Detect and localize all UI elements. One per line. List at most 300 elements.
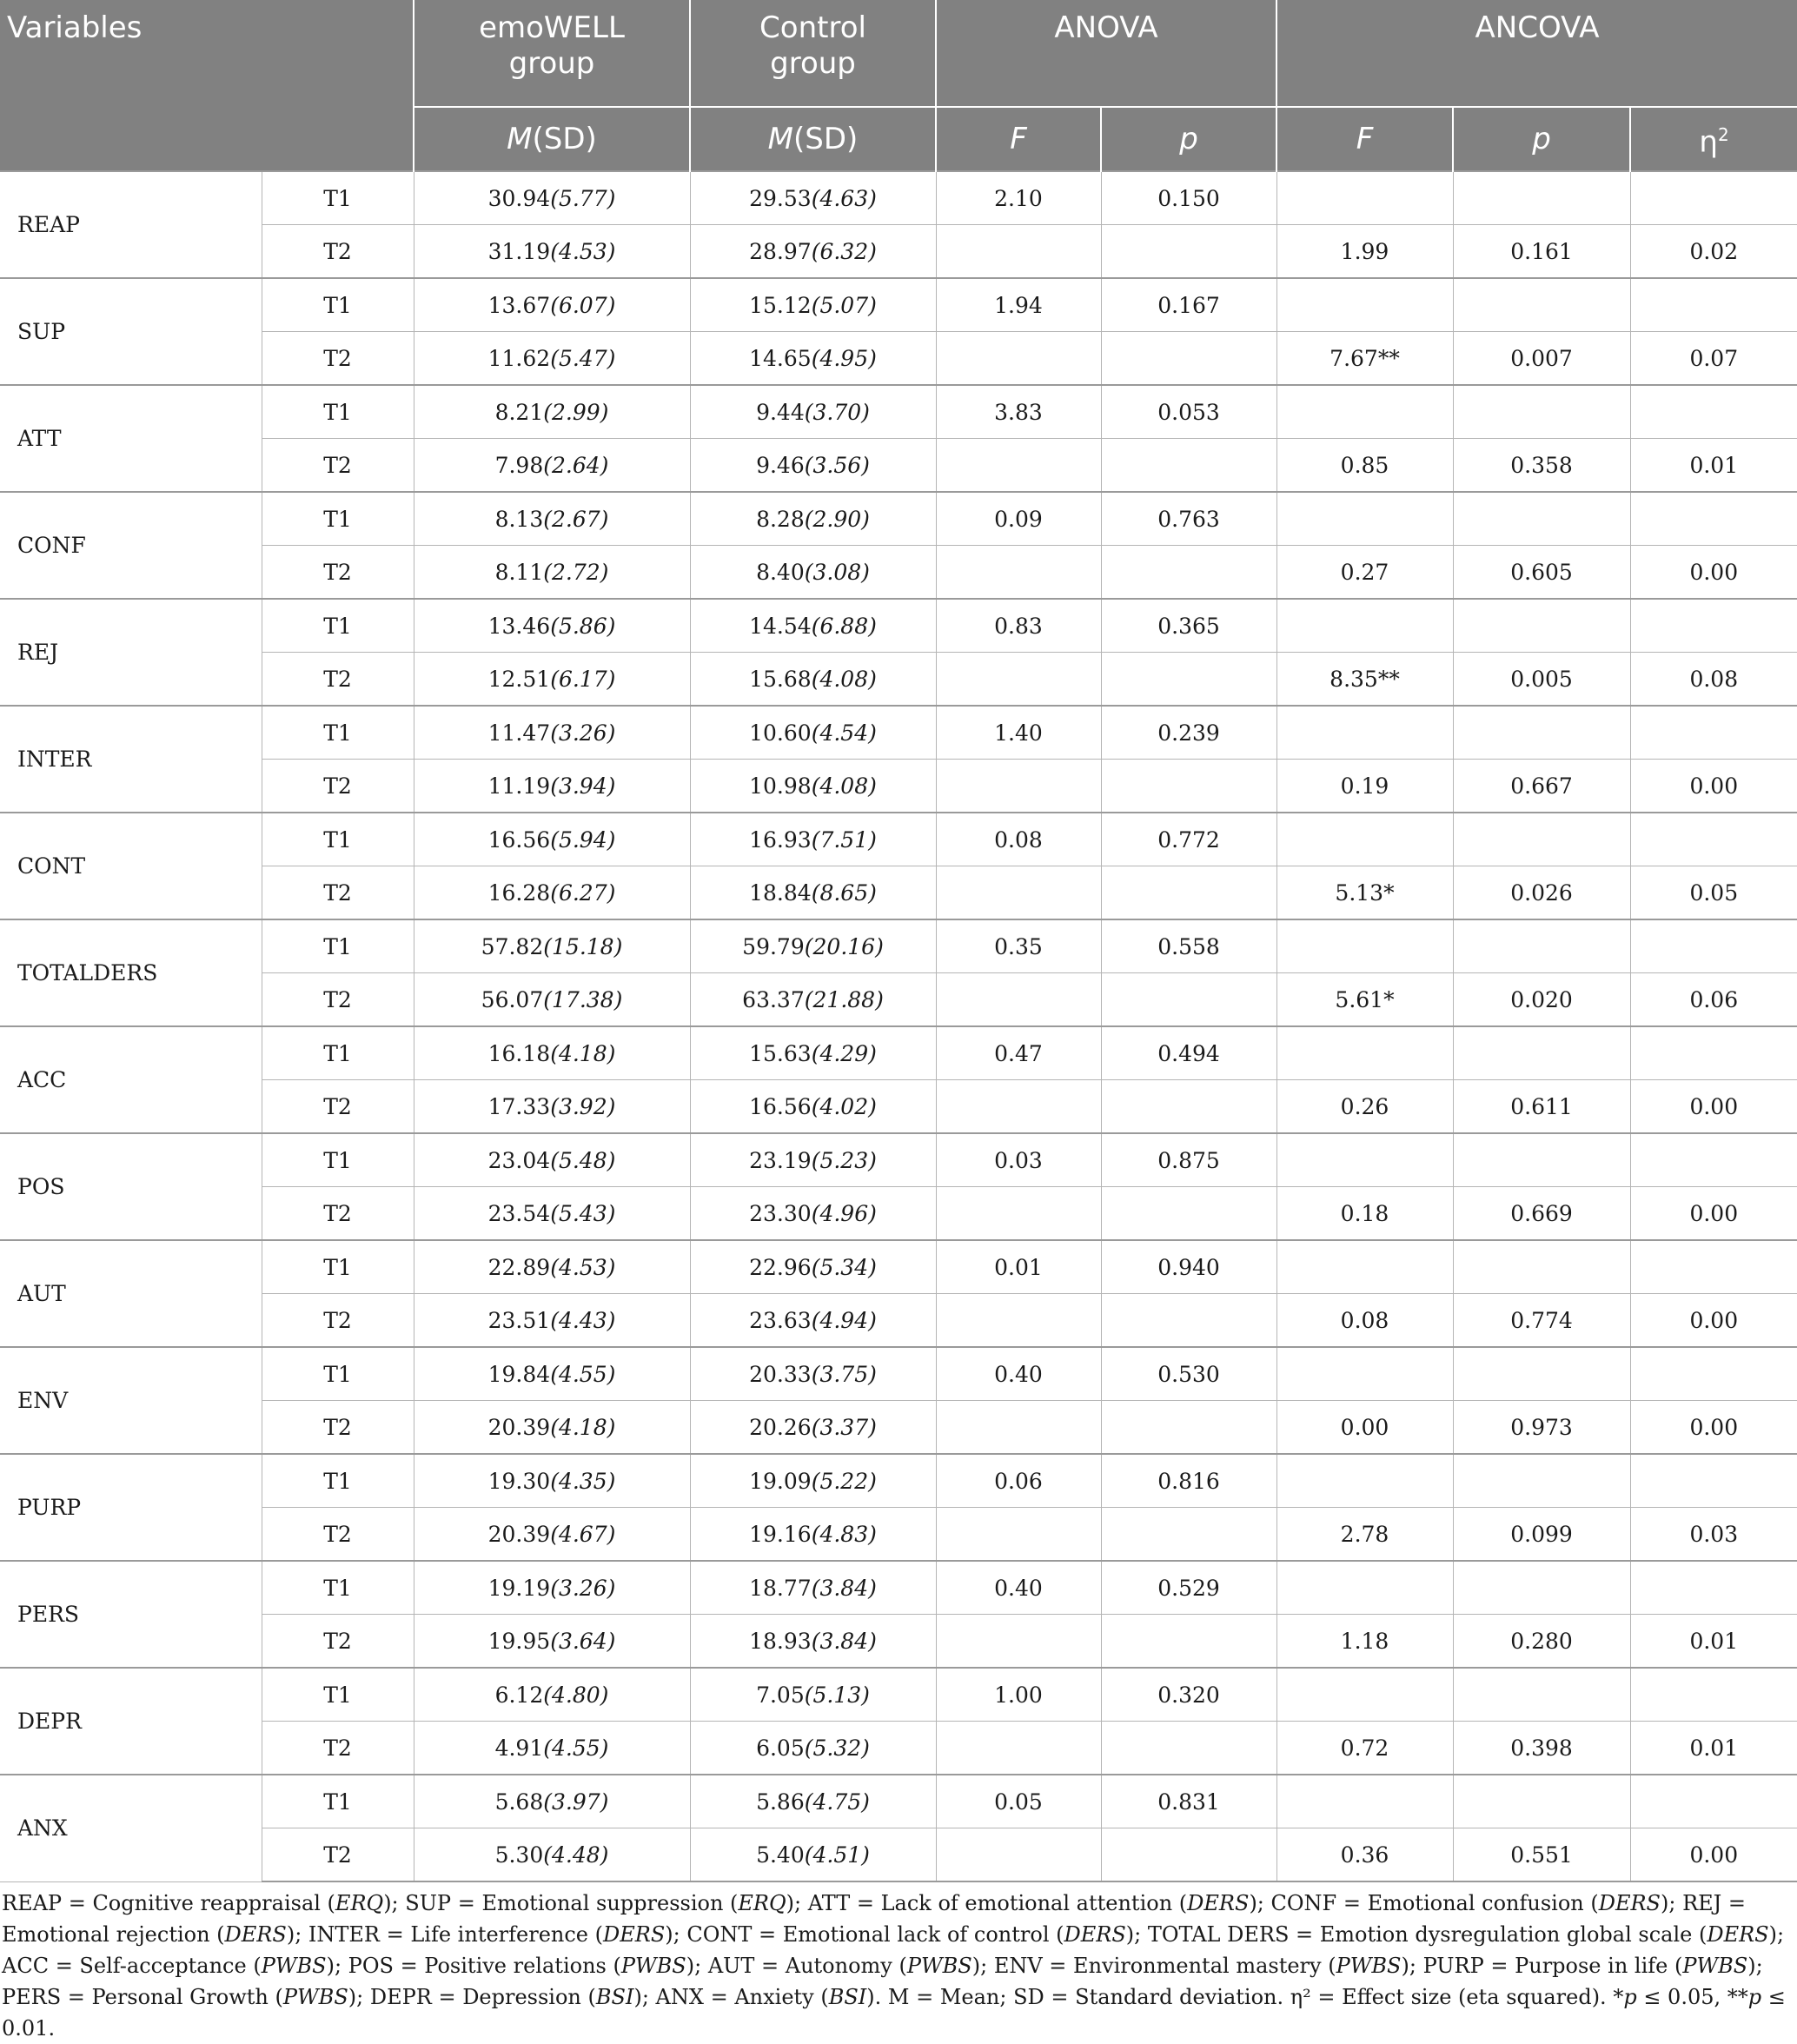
sd-value: (2.72)	[543, 559, 609, 585]
anova-f	[936, 1401, 1101, 1455]
table-row	[0, 1294, 1797, 1348]
sd-value: (3.26)	[550, 720, 616, 746]
emowell-msd	[414, 866, 690, 920]
control-msd	[690, 225, 936, 279]
sd-value: (5.94)	[550, 826, 616, 853]
control-msd	[690, 1508, 936, 1562]
sd-value: (3.70)	[804, 399, 870, 425]
sd-value: (4.80)	[543, 1682, 609, 1708]
sd-value: (4.54)	[811, 720, 877, 746]
ancova-f: 2.78	[1276, 1508, 1453, 1562]
sd-value: (2.67)	[543, 506, 609, 532]
anova-f: 0.83	[936, 599, 1101, 653]
mean-value: 16.56	[487, 826, 551, 853]
header-m: M	[507, 121, 533, 156]
control-msd	[690, 919, 936, 973]
header-anova: ANOVA	[936, 0, 1276, 107]
sd-value: (4.67)	[550, 1521, 616, 1547]
ancova-f: 0.19	[1276, 760, 1453, 813]
control-msd	[690, 1347, 936, 1401]
table-row	[0, 1133, 1797, 1187]
sd-value: (7.51)	[811, 826, 877, 853]
ancova-f	[1276, 492, 1453, 546]
footnote-segment: ); AUT = Autonomy (	[686, 1954, 907, 1978]
anova-p	[1101, 1722, 1276, 1775]
eta-squared: 0.00	[1630, 1294, 1797, 1348]
control-msd	[690, 1187, 936, 1241]
eta-squared	[1630, 385, 1797, 439]
mean-value: 14.65	[749, 345, 812, 371]
control-msd	[690, 439, 936, 493]
emowell-msd	[414, 813, 690, 866]
anova-p	[1101, 973, 1276, 1027]
ancova-f: 8.35**	[1276, 653, 1453, 707]
ancova-f: 5.13*	[1276, 866, 1453, 920]
sd-value: (5.43)	[550, 1200, 616, 1226]
footnote-segment: ); INTER = Life interference (	[286, 1922, 603, 1947]
sd-value: (5.23)	[811, 1147, 877, 1173]
control-msd	[690, 706, 936, 760]
ancova-f: 0.36	[1276, 1828, 1453, 1882]
sd-value: (17.38)	[543, 986, 623, 1012]
control-msd	[690, 1240, 936, 1294]
sd-value: (3.08)	[804, 559, 870, 585]
eta-squared: 0.06	[1630, 973, 1797, 1027]
ancova-f: 1.99	[1276, 225, 1453, 279]
variable-name: PERS	[0, 1561, 262, 1668]
sd-value: (5.86)	[550, 613, 616, 639]
variable-name: ATT	[0, 385, 262, 492]
time-label: T2	[262, 760, 414, 813]
time-label: T1	[262, 1240, 414, 1294]
mean-value: 14.54	[749, 613, 812, 639]
mean-value: 18.93	[749, 1628, 812, 1654]
footnote-segment: ); ACC = Self-acceptance (	[2, 1922, 1785, 1978]
footnote-segment: ); TOTAL DERS = Emotion dysregulation global scale (	[1125, 1922, 1707, 1947]
variable-name: REJ	[0, 599, 262, 706]
anova-p: 0.875	[1101, 1133, 1276, 1187]
anova-p	[1101, 653, 1276, 707]
footnote-segment: ); CONT = Emotional lack of control (	[665, 1922, 1064, 1947]
mean-value: 19.30	[487, 1468, 551, 1494]
ancova-p	[1453, 1240, 1630, 1294]
footnote-segment: ≤ 0.01.	[2, 1985, 1786, 2041]
mean-value: 23.04	[487, 1147, 551, 1173]
anova-p	[1101, 546, 1276, 600]
eta-squared: 0.08	[1630, 653, 1797, 707]
sd-value: (3.75)	[811, 1361, 877, 1387]
sd-value: (4.94)	[811, 1307, 877, 1333]
mean-value: 7.98	[494, 452, 544, 478]
mean-value: 6.12	[494, 1682, 544, 1708]
anova-p: 0.529	[1101, 1561, 1276, 1615]
mean-value: 57.82	[481, 933, 544, 959]
time-label: T2	[262, 546, 414, 600]
ancova-f: 1.18	[1276, 1615, 1453, 1669]
table-row	[0, 332, 1797, 386]
header-emowell-line2: group	[508, 46, 595, 81]
header-control-line2: group	[770, 46, 856, 81]
sd-value: (4.95)	[811, 345, 877, 371]
emowell-msd	[414, 1133, 690, 1187]
time-label: T1	[262, 1347, 414, 1401]
mean-value: 22.89	[487, 1254, 551, 1280]
ancova-p	[1453, 1454, 1630, 1508]
ancova-f	[1276, 1133, 1453, 1187]
table-row	[0, 1347, 1797, 1401]
anova-f	[936, 653, 1101, 707]
time-label: T1	[262, 1561, 414, 1615]
anova-p: 0.150	[1101, 171, 1276, 225]
table-row	[0, 1187, 1797, 1241]
eta-squared	[1630, 1668, 1797, 1722]
ancova-p: 0.669	[1453, 1187, 1630, 1241]
mean-value: 20.33	[749, 1361, 812, 1387]
table-row	[0, 866, 1797, 920]
footnote-segment: BSI	[828, 1985, 867, 2009]
anova-f	[936, 1508, 1101, 1562]
sd-value: (4.63)	[811, 185, 877, 211]
mean-value: 15.12	[749, 292, 812, 318]
anova-f	[936, 866, 1101, 920]
mean-value: 20.39	[487, 1521, 551, 1547]
anova-f	[936, 1294, 1101, 1348]
sd-value: (20.16)	[804, 933, 884, 959]
table-row	[0, 1615, 1797, 1669]
footnote-segment: PWBS	[1682, 1954, 1748, 1978]
time-label: T1	[262, 599, 414, 653]
time-label: T1	[262, 492, 414, 546]
ancova-f	[1276, 813, 1453, 866]
eta-squared: 0.00	[1630, 760, 1797, 813]
time-label: T1	[262, 813, 414, 866]
sd-value: (4.18)	[550, 1414, 616, 1440]
mean-value: 23.63	[749, 1307, 812, 1333]
control-msd	[690, 1401, 936, 1455]
footnote-segment: ); ATT = Lack of emotional attention (	[786, 1891, 1188, 1915]
table-row	[0, 653, 1797, 707]
mean-value: 8.13	[494, 506, 544, 532]
header-anova-p: p	[1101, 107, 1276, 171]
anova-f: 0.40	[936, 1561, 1101, 1615]
eta-squared: 0.07	[1630, 332, 1797, 386]
header-sd: (SD)	[532, 121, 597, 156]
footnote-segment: DERS	[224, 1922, 287, 1947]
anova-p: 0.940	[1101, 1240, 1276, 1294]
sd-value: (4.02)	[811, 1093, 877, 1119]
mean-value: 29.53	[749, 185, 812, 211]
anova-f	[936, 1615, 1101, 1669]
ancova-p	[1453, 385, 1630, 439]
table-row	[0, 1828, 1797, 1882]
ancova-p: 0.358	[1453, 439, 1630, 493]
header-ancova-p: p	[1453, 107, 1630, 171]
anova-p	[1101, 1615, 1276, 1669]
sd-value: (5.32)	[804, 1735, 870, 1761]
time-label: T2	[262, 439, 414, 493]
anova-p: 0.772	[1101, 813, 1276, 866]
mean-value: 5.40	[756, 1842, 805, 1868]
control-msd	[690, 1026, 936, 1080]
sd-value: (3.37)	[811, 1414, 877, 1440]
table-body	[0, 171, 1797, 1881]
sd-value: (3.94)	[550, 773, 616, 799]
anova-p: 0.365	[1101, 599, 1276, 653]
mean-value: 8.28	[756, 506, 805, 532]
emowell-msd	[414, 546, 690, 600]
sd-value: (5.77)	[550, 185, 616, 211]
anova-f: 0.01	[936, 1240, 1101, 1294]
ancova-p	[1453, 1133, 1630, 1187]
mean-value: 19.09	[749, 1468, 812, 1494]
emowell-msd	[414, 1401, 690, 1455]
anova-p: 0.494	[1101, 1026, 1276, 1080]
sd-value: (3.92)	[550, 1093, 616, 1119]
footnote-segment: ); REJ = Emotional rejection (	[2, 1891, 1747, 1947]
ancova-f: 0.00	[1276, 1401, 1453, 1455]
footnote-segment: REAP = Cognitive reappraisal (	[2, 1891, 335, 1915]
ancova-p	[1453, 599, 1630, 653]
header-eta-squared	[1630, 107, 1797, 171]
anova-p	[1101, 1401, 1276, 1455]
anova-p: 0.831	[1101, 1775, 1276, 1828]
header-emowell-line1: emoWELL	[479, 10, 625, 45]
sd-value: (5.22)	[811, 1468, 877, 1494]
ancova-p: 0.551	[1453, 1828, 1630, 1882]
control-msd	[690, 171, 936, 225]
header-eta-sup: 2	[1717, 124, 1729, 146]
anova-f	[936, 546, 1101, 600]
sd-value: (4.83)	[811, 1521, 877, 1547]
anova-f: 1.40	[936, 706, 1101, 760]
time-label: T1	[262, 1026, 414, 1080]
table-row	[0, 813, 1797, 866]
ancova-p: 0.026	[1453, 866, 1630, 920]
mean-value: 10.60	[749, 720, 812, 746]
ancova-p: 0.280	[1453, 1615, 1630, 1669]
emowell-msd	[414, 1828, 690, 1882]
eta-squared	[1630, 1347, 1797, 1401]
sd-value: (8.65)	[811, 879, 877, 906]
ancova-f	[1276, 1347, 1453, 1401]
sd-value: (5.48)	[550, 1147, 616, 1173]
emowell-msd	[414, 278, 690, 332]
mean-value: 13.46	[487, 613, 551, 639]
sd-value: (6.07)	[550, 292, 616, 318]
mean-value: 20.39	[487, 1414, 551, 1440]
sd-value: (6.88)	[811, 613, 877, 639]
eta-squared: 0.00	[1630, 1187, 1797, 1241]
control-msd	[690, 546, 936, 600]
mean-value: 12.51	[487, 666, 551, 692]
sd-value: (6.27)	[550, 879, 616, 906]
mean-value: 16.56	[749, 1093, 812, 1119]
table-header	[0, 0, 1797, 171]
time-label: T1	[262, 706, 414, 760]
control-msd	[690, 1775, 936, 1828]
emowell-msd	[414, 973, 690, 1027]
ancova-f	[1276, 385, 1453, 439]
control-msd	[690, 599, 936, 653]
sd-value: (3.26)	[550, 1575, 616, 1601]
table-row	[0, 1668, 1797, 1722]
footnote-segment: ); CONF = Emotional confusion (	[1249, 1891, 1599, 1915]
ancova-f: 0.85	[1276, 439, 1453, 493]
mean-value: 19.19	[487, 1575, 551, 1601]
footnote-segment: PWBS	[282, 1985, 348, 2009]
ancova-p	[1453, 492, 1630, 546]
ancova-f	[1276, 599, 1453, 653]
anova-p: 0.320	[1101, 1668, 1276, 1722]
variable-name: CONF	[0, 492, 262, 599]
anova-f	[936, 439, 1101, 493]
footnote-segment: ). M = Mean; SD = Standard deviation. η² = Effect size (eta squared). *	[866, 1985, 1624, 2009]
anova-f: 3.83	[936, 385, 1101, 439]
variable-name: AUT	[0, 1240, 262, 1347]
sd-value: (21.88)	[804, 986, 884, 1012]
ancova-p	[1453, 1347, 1630, 1401]
ancova-p: 0.099	[1453, 1508, 1630, 1562]
emowell-msd	[414, 706, 690, 760]
time-label: T2	[262, 225, 414, 279]
eta-squared	[1630, 706, 1797, 760]
anova-p	[1101, 866, 1276, 920]
mean-value: 23.30	[749, 1200, 812, 1226]
mean-value: 4.91	[494, 1735, 544, 1761]
control-msd	[690, 1294, 936, 1348]
anova-f	[936, 1187, 1101, 1241]
ancova-f	[1276, 171, 1453, 225]
emowell-msd	[414, 1508, 690, 1562]
emowell-msd	[414, 599, 690, 653]
eta-squared: 0.01	[1630, 439, 1797, 493]
control-msd	[690, 1615, 936, 1669]
control-msd	[690, 653, 936, 707]
sd-value: (15.18)	[543, 933, 623, 959]
footnote-segment: DERS	[603, 1922, 666, 1947]
mean-value: 22.96	[749, 1254, 812, 1280]
time-label: T1	[262, 1454, 414, 1508]
table-row	[0, 1240, 1797, 1294]
time-label: T1	[262, 1775, 414, 1828]
emowell-msd	[414, 1775, 690, 1828]
header-control-line1: Control	[759, 10, 866, 45]
header-sd: (SD)	[793, 121, 859, 156]
sd-value: (4.55)	[543, 1735, 609, 1761]
anova-p	[1101, 439, 1276, 493]
mean-value: 8.21	[494, 399, 544, 425]
header-ancova: ANCOVA	[1276, 0, 1797, 107]
mean-value: 30.94	[487, 185, 551, 211]
anova-p: 0.558	[1101, 919, 1276, 973]
mean-value: 63.37	[742, 986, 805, 1012]
mean-value: 15.68	[749, 666, 812, 692]
mean-value: 9.44	[756, 399, 805, 425]
mean-value: 5.68	[494, 1788, 544, 1815]
mean-value: 11.19	[487, 773, 551, 799]
mean-value: 16.28	[487, 879, 551, 906]
table-row	[0, 1561, 1797, 1615]
header-emowell-group	[414, 0, 690, 107]
control-msd	[690, 813, 936, 866]
mean-value: 28.97	[749, 238, 812, 264]
sd-value: (4.35)	[550, 1468, 616, 1494]
ancova-f	[1276, 706, 1453, 760]
eta-squared: 0.00	[1630, 1828, 1797, 1882]
header-control-group	[690, 0, 936, 107]
footnote-segment: ERQ	[335, 1891, 384, 1915]
sd-value: (4.48)	[543, 1842, 609, 1868]
sd-value: (3.56)	[804, 452, 870, 478]
emowell-msd	[414, 919, 690, 973]
ancova-p	[1453, 919, 1630, 973]
anova-p	[1101, 1080, 1276, 1134]
sd-value: (3.97)	[543, 1788, 609, 1815]
anova-f	[936, 973, 1101, 1027]
table-row	[0, 1508, 1797, 1562]
sd-value: (4.18)	[550, 1040, 616, 1066]
sd-value: (4.53)	[550, 1254, 616, 1280]
anova-p	[1101, 1828, 1276, 1882]
ancova-p	[1453, 1561, 1630, 1615]
table-row	[0, 439, 1797, 493]
emowell-msd	[414, 760, 690, 813]
time-label: T1	[262, 278, 414, 332]
emowell-msd	[414, 225, 690, 279]
mean-value: 11.62	[487, 345, 551, 371]
control-msd	[690, 1080, 936, 1134]
ancova-f	[1276, 1775, 1453, 1828]
mean-value: 59.79	[742, 933, 805, 959]
eta-squared: 0.00	[1630, 1401, 1797, 1455]
eta-squared	[1630, 1775, 1797, 1828]
ancova-p	[1453, 813, 1630, 866]
footnote-segment: p	[1623, 1985, 1637, 2009]
sd-value: (4.75)	[804, 1788, 870, 1815]
footnote-segment: DERS	[1064, 1922, 1126, 1947]
variable-name: REAP	[0, 171, 262, 278]
emowell-msd	[414, 439, 690, 493]
time-label: T2	[262, 1508, 414, 1562]
sd-value: (5.47)	[550, 345, 616, 371]
time-label: T1	[262, 1668, 414, 1722]
control-msd	[690, 385, 936, 439]
anova-p: 0.530	[1101, 1347, 1276, 1401]
table-row	[0, 1080, 1797, 1134]
ancova-p	[1453, 1775, 1630, 1828]
ancova-f	[1276, 1668, 1453, 1722]
anova-p	[1101, 1508, 1276, 1562]
sd-value: (3.84)	[811, 1628, 877, 1654]
ancova-p: 0.161	[1453, 225, 1630, 279]
sd-value: (4.53)	[550, 238, 616, 264]
table-row	[0, 919, 1797, 973]
emowell-msd	[414, 1561, 690, 1615]
sd-value: (5.07)	[811, 292, 877, 318]
footnote-segment: BSI	[595, 1985, 634, 2009]
eta-squared: 0.00	[1630, 546, 1797, 600]
header-control-msd	[690, 107, 936, 171]
variable-name: INTER	[0, 706, 262, 813]
variable-name: ENV	[0, 1347, 262, 1454]
time-label: T1	[262, 171, 414, 225]
table-row	[0, 492, 1797, 546]
time-label: T1	[262, 1133, 414, 1187]
ancova-p: 0.973	[1453, 1401, 1630, 1455]
header-ancova-f: F	[1276, 107, 1453, 171]
control-msd	[690, 278, 936, 332]
eta-squared	[1630, 1454, 1797, 1508]
